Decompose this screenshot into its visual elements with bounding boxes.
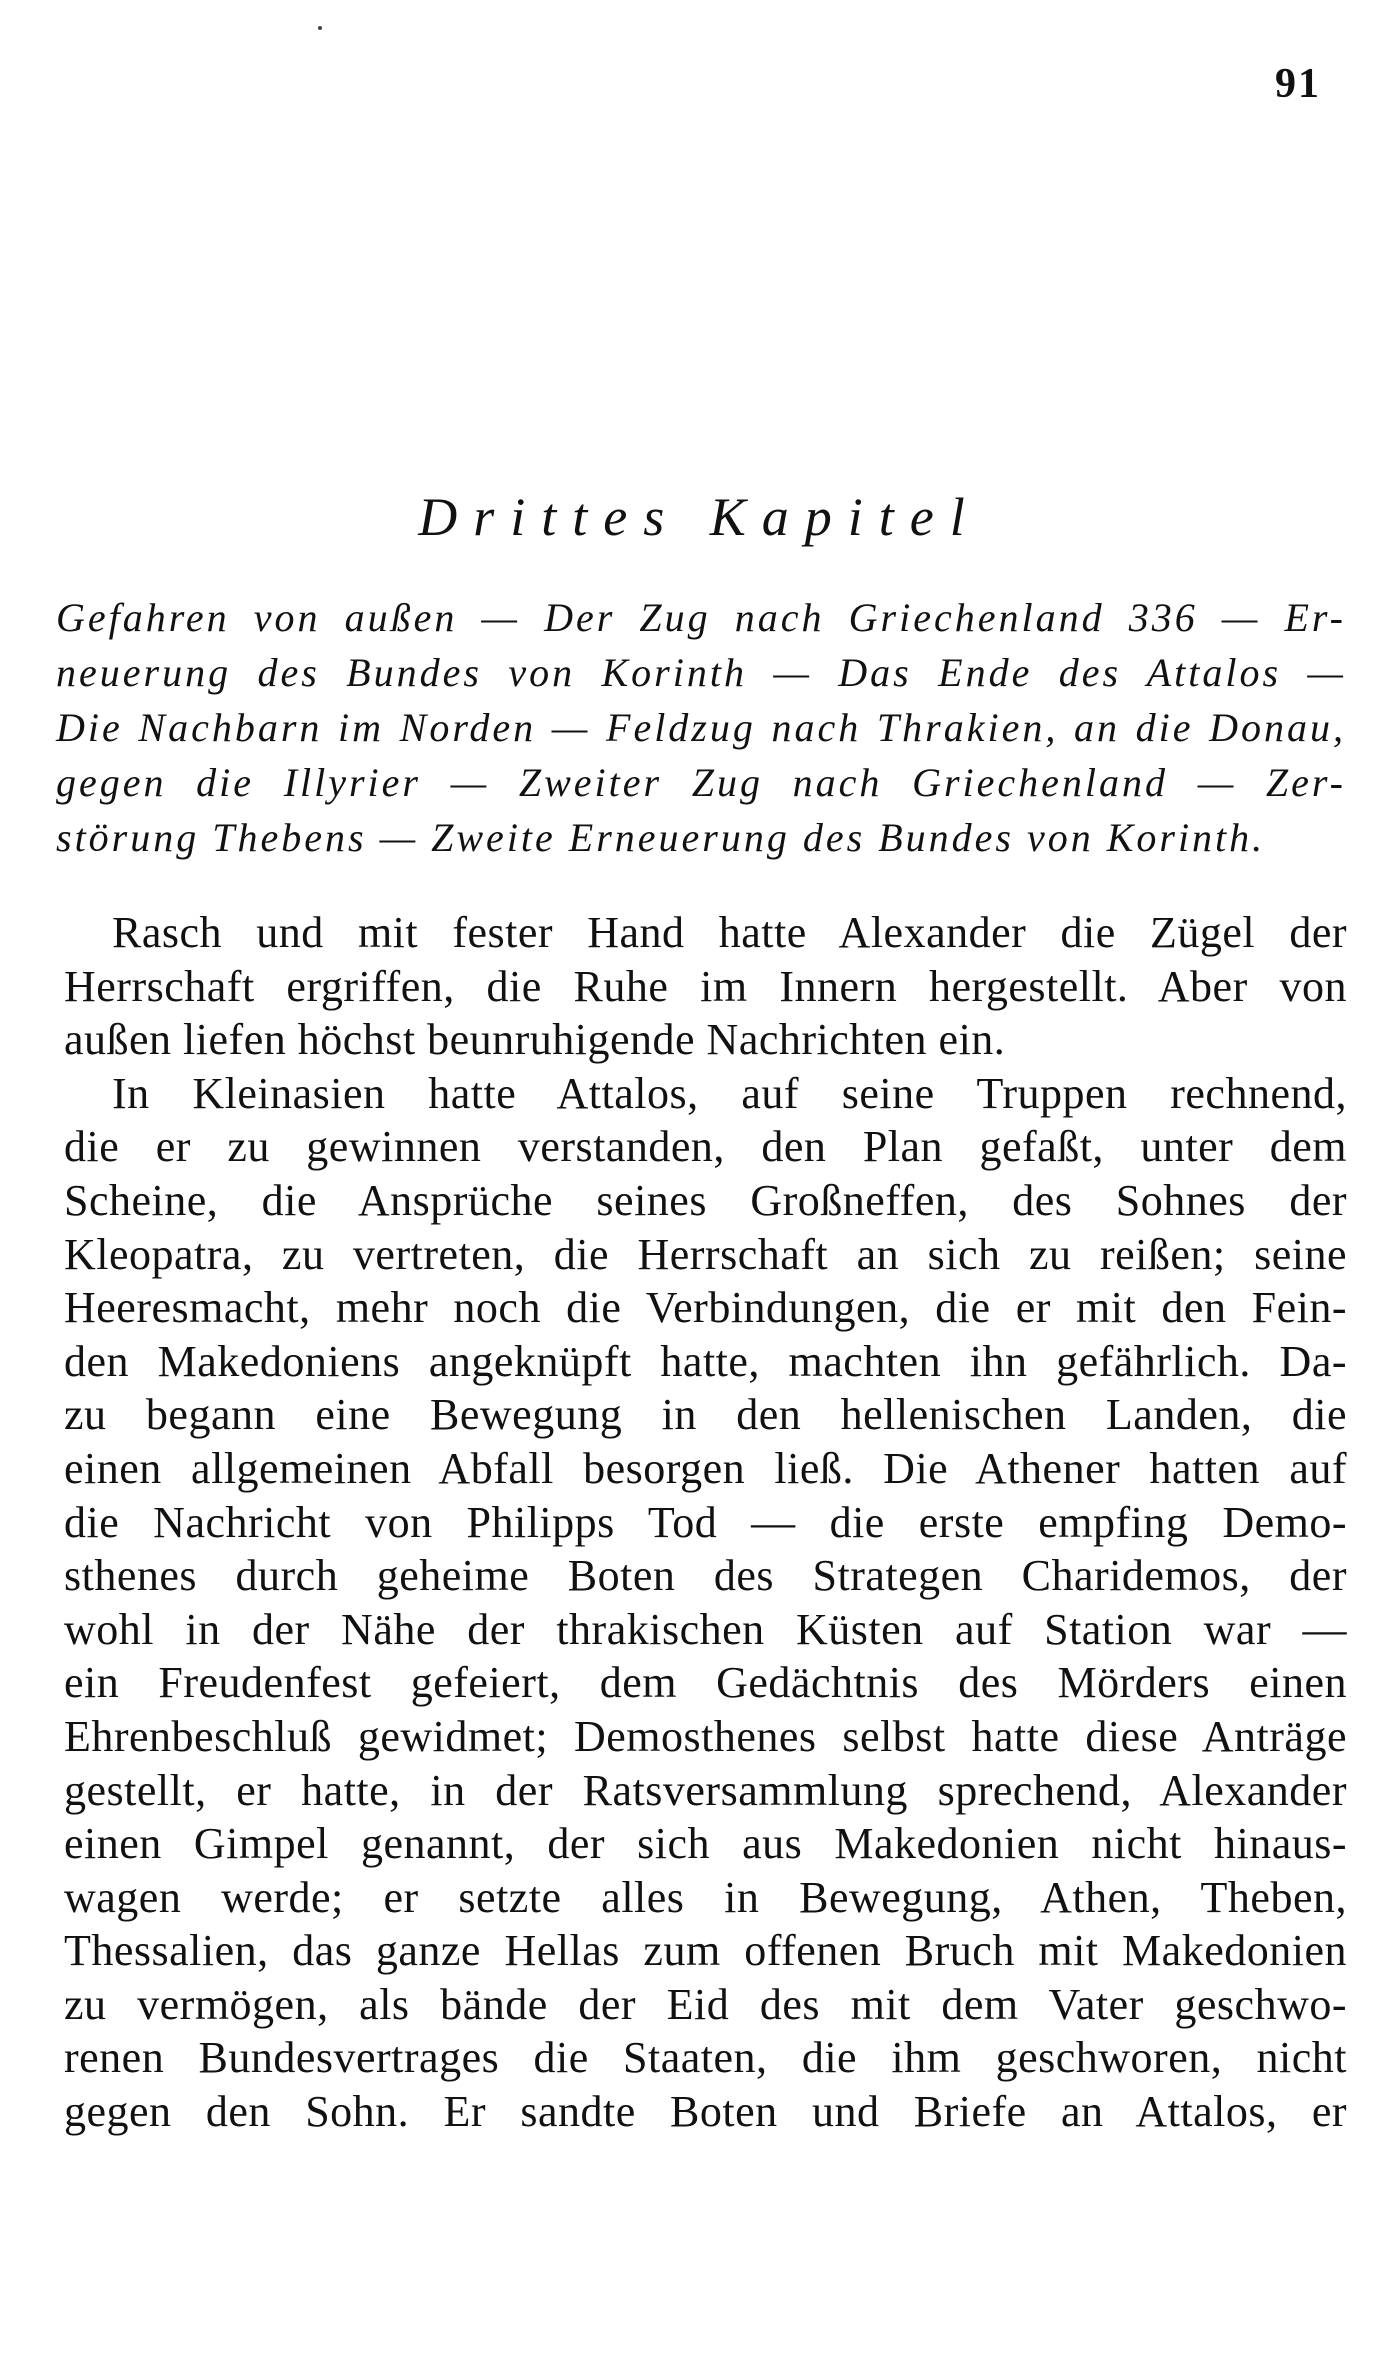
paragraph-2-line: gegen den Sohn. Er sandte Boten und Briefe an Attalos, er xyxy=(64,2087,1347,2137)
summary-line: Die Nachbarn im Norden — Feldzug nach Thrakien, an die Donau, xyxy=(56,705,1346,750)
summary-line: gegen die Illyrier — Zweiter Zug nach Griechenland — Zer- xyxy=(56,760,1346,805)
paragraph-2-line: renen Bundesvertrages die Staaten, die ihm geschworen, nicht xyxy=(64,2033,1347,2083)
paragraph-2-line: ein Freudenfest gefeiert, dem Gedächtnis des Mörders einen xyxy=(64,1658,1347,1708)
paragraph-2-line: Kleopatra, zu vertreten, die Herrschaft an sich zu reißen; seine xyxy=(64,1229,1347,1279)
paragraph-2-line: einen allgemeinen Abfall besorgen ließ. Die Athener hatten auf xyxy=(64,1443,1347,1493)
paragraph-2-line: Thessalien, das ganze Hellas zum offenen Bruch mit Makedonien xyxy=(64,1926,1347,1976)
paragraph-2-line: einen Gimpel genannt, der sich aus Makedonien nicht hinaus- xyxy=(64,1819,1347,1869)
page-number: 91 xyxy=(1275,61,1321,107)
body-text xyxy=(64,906,1347,2139)
paragraph-2-line: Ehrenbeschluß gewidmet; Demosthenes selbst hatte diese Anträge xyxy=(64,1711,1347,1761)
scan-speck xyxy=(318,26,322,30)
paragraph-2-line: die er zu gewinnen verstanden, den Plan gefaßt, unter dem xyxy=(64,1122,1347,1172)
paragraph-1-line: Herrschaft ergriffen, die Ruhe im Innern hergestellt. Aber von xyxy=(64,961,1347,1011)
paragraph-2-line: gestellt, er hatte, in der Ratsversammlung sprechend, Alexander xyxy=(64,1765,1347,1815)
paragraph-1-line: Rasch und mit fester Hand hatte Alexander die Zügel der xyxy=(112,908,1347,957)
paragraph-2-line: wagen werde; er setzte alles in Bewegung, Athen, Theben, xyxy=(64,1872,1347,1922)
paragraph-2-line: zu vermögen, als bände der Eid des mit dem Vater geschwo- xyxy=(64,1979,1347,2029)
paragraph-2-line: die Nachricht von Philipps Tod — die erste empfing Demo- xyxy=(64,1497,1347,1547)
summary-line: Gefahren von außen — Der Zug nach Griechenland 336 — Er- xyxy=(56,595,1346,640)
summary-line: störung Thebens — Zweite Erneuerung des Bundes von Korinth. xyxy=(56,815,1266,860)
paragraph-2-line: In Kleinasien hatte Attalos, auf seine Truppen rechnend, xyxy=(112,1068,1347,1118)
chapter-summary xyxy=(56,590,1346,865)
paragraph-1-line: außen liefen höchst beunruhigende Nachrichten ein. xyxy=(64,1015,1006,1065)
paragraph-2-line: wohl in der Nähe der thrakischen Küsten auf Station war — xyxy=(64,1604,1347,1654)
paragraph-2-line: den Makedoniens angeknüpft hatte, machten ihn gefährlich. Da- xyxy=(64,1336,1347,1386)
paragraph-2-line: sthenes durch geheime Boten des Strategen Charidemos, der xyxy=(64,1551,1347,1601)
summary-line: neuerung des Bundes von Korinth — Das Ende des Attalos — xyxy=(56,650,1346,695)
paragraph-2-line: Scheine, die Ansprüche seines Großneffen, des Sohnes der xyxy=(64,1175,1347,1225)
chapter-title: Drittes Kapitel xyxy=(418,487,981,547)
paragraph-2-line: Heeresmacht, mehr noch die Verbindungen, die er mit den Fein- xyxy=(64,1283,1347,1333)
paragraph-2-line: zu begann eine Bewegung in den hellenischen Landen, die xyxy=(64,1390,1347,1440)
